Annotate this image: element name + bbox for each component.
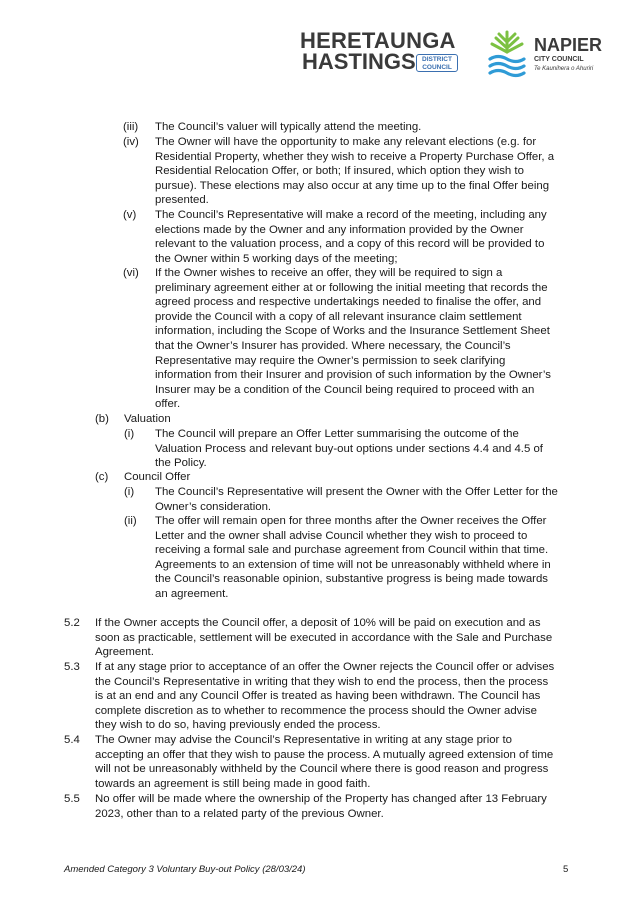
section-label: (b) bbox=[95, 413, 109, 425]
section-title: Council Offer bbox=[124, 471, 191, 483]
footer-page-number: 5 bbox=[563, 864, 569, 875]
text-line: If the Owner wishes to receive an offer, they will be required to sign a bbox=[155, 267, 503, 279]
text-line: the Policy. bbox=[155, 457, 207, 470]
item-paragraph bbox=[155, 135, 554, 208]
logo-text-heretaunga: HERETAUNGA bbox=[300, 28, 456, 53]
text-line: accepting an offer that they wish to pause the process. A mutually agreed extension of time bbox=[95, 748, 554, 761]
text-line: The Owner will have the opportunity to make any relevant elections (e.g. for bbox=[155, 136, 537, 148]
logo-badge-district-council bbox=[416, 54, 458, 72]
logo-text-napier: NAPIER bbox=[534, 35, 603, 55]
napier-wave-fern-icon bbox=[486, 28, 528, 80]
text-line: offer. bbox=[155, 398, 181, 411]
section-title: Valuation bbox=[124, 413, 171, 425]
item-paragraph bbox=[155, 208, 547, 266]
clause-number: 5.4 bbox=[64, 734, 80, 746]
item-paragraph bbox=[155, 266, 551, 412]
text-line: the Council’s Representative in writing that they wish to end the process, then the process bbox=[95, 675, 549, 688]
text-line: complete discretion as to whether to recommence the process should the Owner advise bbox=[95, 704, 537, 717]
text-line: If the Owner accepts the Council offer, a deposit of 10% will be paid on execution and as bbox=[95, 617, 541, 629]
text-line: the Owner within 5 working days of the meeting; bbox=[155, 252, 398, 265]
item-number: (i) bbox=[124, 486, 135, 498]
text-line: 2023, other than to a related party of the previous Owner. bbox=[95, 807, 384, 820]
clause-paragraph bbox=[95, 660, 554, 733]
text-line: Residential Relocation Offer, or both; If insured, which option they wish to bbox=[155, 165, 524, 178]
clause-paragraph bbox=[95, 792, 547, 821]
clause-paragraph bbox=[95, 616, 552, 660]
item-paragraph bbox=[155, 427, 543, 471]
text-line: information from their Insurer and provision of such information by the Owner’s bbox=[155, 369, 551, 382]
text-line: Agreements to an extension of time will not be unreasonably withheld where in bbox=[155, 558, 551, 571]
text-line: The Council will prepare an Offer Letter summarising the outcome of the bbox=[155, 428, 519, 440]
text-line: provide the Council with a copy of all relevant insurance claim settlement bbox=[155, 310, 522, 323]
text-line: Representative may require the Owner’s permission to seek clarifying bbox=[155, 354, 506, 367]
text-line: If at any stage prior to acceptance of an offer the Owner rejects the Council offer or advises bbox=[95, 661, 555, 673]
text-line: receiving a formal sale and purchase agreement from Council within that time. bbox=[155, 544, 549, 557]
item-text: The Council’s valuer will typically attend the meeting. bbox=[155, 121, 422, 133]
badge-line-1: DISTRICT bbox=[422, 56, 452, 63]
text-line: Valuation Process and relevant buy-out options under sections 4.4 and 4.5 of bbox=[155, 442, 543, 455]
item-number: (iv) bbox=[123, 136, 139, 148]
text-line: soon as practicable, settlement will be executed in accordance with the Sale and Purchase bbox=[95, 631, 553, 644]
item-number: (vi) bbox=[123, 267, 139, 279]
item-paragraph bbox=[155, 514, 551, 602]
text-line: pursue). These elections may also occur at any time up to the final Offer being bbox=[155, 179, 550, 192]
text-line: that the Owner’s Insurer has provided. Where necessary, the Council’s bbox=[155, 339, 511, 352]
text-line: agreed process and respective undertakings needed to finalise the offer, and bbox=[155, 296, 542, 309]
logo-text-city-council: CITY COUNCIL bbox=[534, 56, 584, 63]
text-line: Owner’s consideration. bbox=[155, 500, 272, 513]
text-line: The Council’s Representative will make a record of the meeting, including any bbox=[155, 209, 547, 221]
napier-city-council-logo bbox=[486, 28, 616, 80]
text-line: information, including the Scope of Works and the Insurance Settlement Sheet bbox=[155, 325, 550, 338]
badge-line-2: COUNCIL bbox=[422, 64, 452, 71]
item-number: (ii) bbox=[124, 515, 137, 527]
section-label: (c) bbox=[95, 471, 109, 483]
text-line: they wish to do so, having previously ended the process. bbox=[95, 719, 381, 732]
text-line: Residential Property, whether they wish to receive a Property Purchase Offer, a bbox=[155, 150, 555, 163]
text-line: is at an end and any Council Offer is treated as having been withdrawn. The Council has bbox=[95, 690, 541, 703]
text-line: will not be unreasonably withheld by the Council where there is good reason and progress bbox=[95, 763, 549, 776]
text-line: Letter and the owner shall advise Council whether they wish to proceed to bbox=[155, 529, 528, 542]
text-line: Agreement. bbox=[95, 646, 154, 659]
text-line: No offer will be made where the ownership of the Property has changed after 13 February bbox=[95, 793, 547, 805]
text-line: Insurer may be a condition of the Council being required to proceed with an bbox=[155, 383, 535, 396]
clause-paragraph bbox=[95, 733, 553, 791]
logo-text-hastings: HASTINGS bbox=[302, 49, 416, 74]
text-line: towards an agreement is still being made in good faith. bbox=[95, 777, 371, 790]
text-line: preliminary agreement either at or following the initial meeting that records the bbox=[155, 281, 548, 294]
item-paragraph bbox=[155, 485, 558, 514]
text-line: an agreement. bbox=[155, 587, 229, 600]
logo-text-maori-name: Te Kaunihera o Ahuriri bbox=[534, 66, 594, 72]
item-number: (v) bbox=[123, 209, 137, 221]
text-line: The Council’s Representative will present the Owner with the Offer Letter for the bbox=[155, 486, 558, 498]
text-line: The Owner may advise the Council’s Representative in writing at any stage prior to bbox=[95, 734, 513, 746]
footer-document-title: Amended Category 3 Voluntary Buy-out Policy (28/03/24) bbox=[64, 864, 306, 875]
hastings-district-council-logo bbox=[300, 30, 462, 76]
text-line: elections made by the Owner and any information provided by the Owner bbox=[155, 223, 524, 236]
text-line: the Council’s reasonable opinion, substantive progress is being made towards bbox=[155, 573, 548, 586]
clause-number: 5.3 bbox=[64, 661, 80, 673]
item-number: (iii) bbox=[123, 121, 139, 133]
text-line: relevant to the valuation process, and a copy of this record will be provided to bbox=[155, 238, 545, 251]
item-number: (i) bbox=[124, 428, 135, 440]
text-line: presented. bbox=[155, 194, 209, 207]
text-line: The offer will remain open for three months after the Owner receives the Offer bbox=[155, 515, 547, 527]
clause-number: 5.5 bbox=[64, 793, 80, 805]
clause-number: 5.2 bbox=[64, 617, 80, 629]
